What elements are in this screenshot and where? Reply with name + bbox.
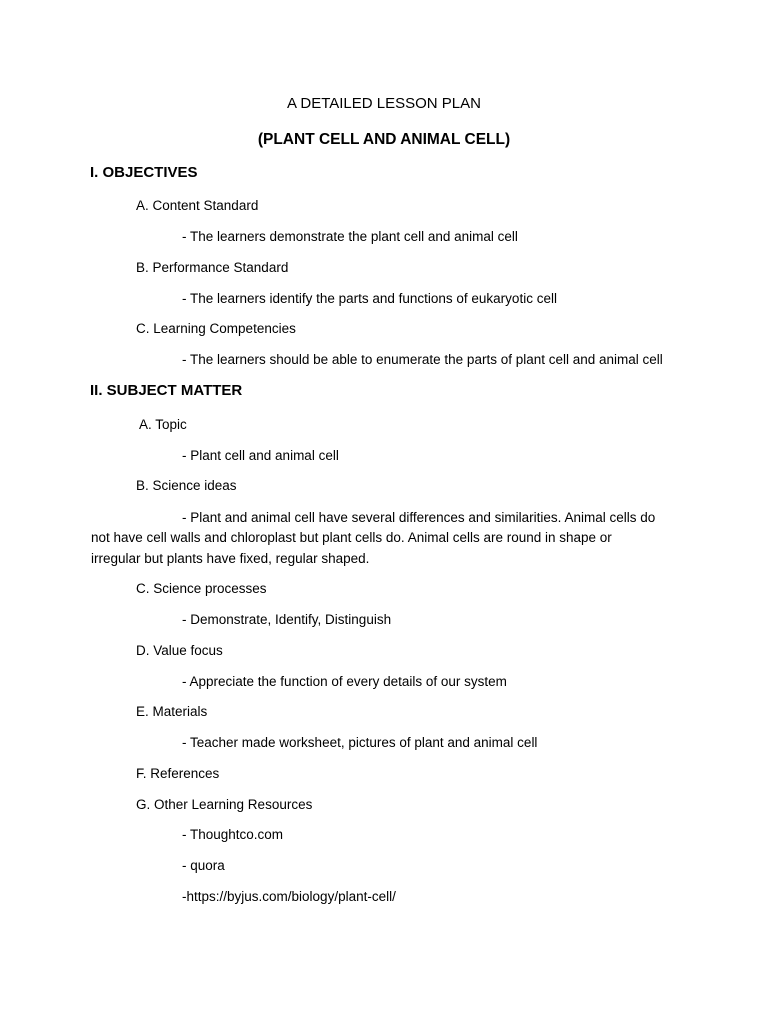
science-ideas-detail-line-1: - Plant and animal cell have several differences and similarities. Animal cells do [182, 510, 656, 525]
performance-standard-detail: - The learners identify the parts and functions of eukaryotic cell [182, 291, 557, 306]
value-focus-label: D. Value focus [136, 643, 223, 658]
resource-item: -https://byjus.com/biology/plant-cell/ [182, 889, 396, 904]
science-processes-detail: - Demonstrate, Identify, Distinguish [182, 612, 392, 627]
science-processes-label: C. Science processes [136, 581, 267, 596]
science-ideas-label: B. Science ideas [136, 478, 237, 493]
topic-label: A. Topic [139, 417, 187, 432]
content-standard-detail: - The learners demonstrate the plant cell and animal cell [182, 229, 518, 244]
materials-detail: - Teacher made worksheet, pictures of plant and animal cell [182, 735, 538, 750]
other-resources-label: G. Other Learning Resources [136, 797, 313, 812]
learning-competencies-detail: - The learners should be able to enumerate the parts of plant cell and animal cell [182, 352, 663, 367]
document-title: A DETAILED LESSON PLAN [287, 95, 481, 112]
document-subtitle: (PLANT CELL AND ANIMAL CELL) [257, 131, 511, 148]
resource-item: - Thoughtco.com [182, 827, 284, 842]
materials-label: E. Materials [136, 704, 208, 719]
content-standard-label: A. Content Standard [136, 198, 259, 213]
resource-item: - quora [182, 858, 225, 873]
topic-detail: - Plant cell and animal cell [182, 448, 339, 463]
value-focus-detail: - Appreciate the function of every details of our system [182, 674, 507, 689]
section-heading-objectives: I. OBJECTIVES [90, 164, 198, 181]
performance-standard-label: B. Performance Standard [136, 260, 289, 275]
section-heading-subject-matter: II. SUBJECT MATTER [90, 382, 243, 399]
science-ideas-detail-line-3: irregular but plants have fixed, regular shaped. [91, 551, 370, 566]
references-label: F. References [136, 766, 220, 781]
science-ideas-detail-line-2: not have cell walls and chloroplast but plant cells do. Animal cells are round in shape or [91, 530, 612, 545]
learning-competencies-label: C. Learning Competencies [136, 321, 296, 336]
